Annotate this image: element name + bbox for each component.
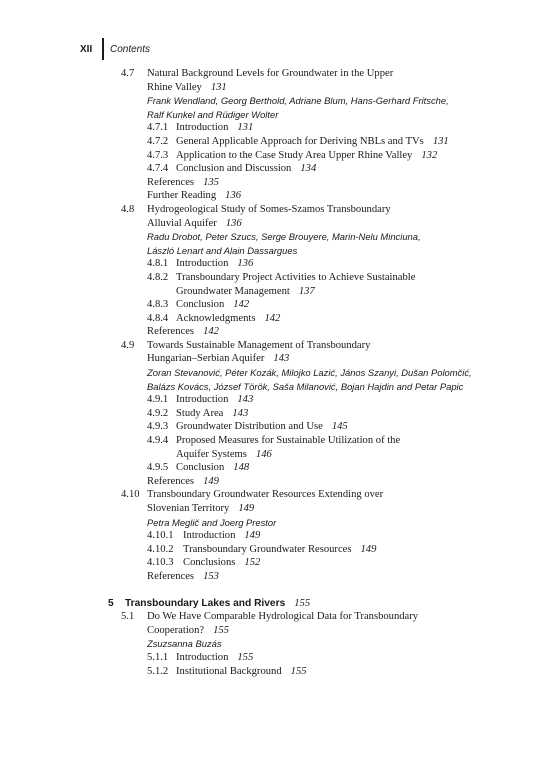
toc-references [0, 570, 544, 584]
page-ref: 142 [264, 312, 281, 324]
subsection-title: Introduction [176, 651, 229, 663]
toc-entry-4-8-cont [0, 217, 544, 231]
authors: László Lenart and Alain Dassargues [147, 244, 298, 256]
toc-subentry [0, 407, 544, 421]
page-ref: 142 [203, 326, 219, 338]
chapter-spacer [0, 584, 544, 597]
page-ref: 131 [432, 135, 449, 147]
authors: Petra Meglič and Joerg Prestor [147, 516, 277, 528]
toc-subentry [0, 271, 544, 285]
page-ref: 155 [213, 624, 229, 636]
page-ref: 136 [225, 190, 242, 202]
authors-line [0, 637, 544, 651]
toc-further-reading [0, 189, 544, 203]
page-ref: 143 [232, 407, 249, 419]
toc-references [0, 475, 544, 489]
subsection-title: Groundwater Distribution and Use [176, 421, 323, 433]
subsection-title: Introduction [183, 530, 236, 542]
chapter-title: Transboundary Lakes and Rivers [125, 597, 286, 609]
subsection-number: 4.9.2 [147, 407, 169, 419]
running-title: Contents [110, 44, 151, 55]
section-number: 4.8 [121, 203, 135, 215]
page-ref: 149 [244, 530, 261, 542]
subsection-number: 4.9.1 [147, 394, 169, 406]
page-ref: 131 [237, 122, 254, 134]
page-ref: 155 [290, 665, 307, 677]
subsection-number: 4.8.3 [147, 299, 169, 311]
section-number: 4.7 [121, 68, 135, 79]
toc-entry-5-1-cont [0, 624, 544, 638]
subsection-title: Transboundary Project Activities to Achieve Sustainable [176, 271, 416, 283]
subsection-number: 5.1.1 [147, 651, 169, 663]
toc-subentry [0, 393, 544, 407]
section-title: Natural Background Levels for Groundwater in the Upper [147, 68, 394, 79]
authors-line [0, 366, 544, 380]
subsection-number: 4.8.1 [147, 258, 169, 270]
page-ref: 136 [237, 258, 254, 270]
subsection-number: 4.7.1 [147, 122, 169, 134]
toc-subentry [0, 149, 544, 163]
subsection-title-cont: Aquifer Systems [176, 448, 247, 460]
subsection-number: 4.7.2 [147, 135, 169, 147]
toc-chapter-5 [0, 597, 544, 611]
page-ref: 134 [300, 163, 317, 175]
subsection-title: Conclusion [176, 462, 225, 474]
subsection-number: 4.9.5 [147, 462, 169, 474]
subsection-number: 4.10.2 [147, 543, 174, 555]
authors-line [0, 516, 544, 530]
toc-subentry-cont [0, 285, 544, 299]
subsection-number: 4.8.2 [147, 271, 169, 283]
toc-entry-4-9-cont [0, 352, 544, 366]
section-number: 5.1 [121, 611, 135, 623]
page-ref: 131 [210, 81, 227, 93]
subsection-title: Proposed Measures for Sustainable Utilization of the [176, 435, 401, 447]
table-of-contents [0, 67, 544, 678]
section-title: Hydrogeological Study of Somes-Szamos Transboundary [147, 203, 391, 215]
subsection-number: 4.7.4 [147, 163, 169, 175]
subsection-title: Study Area [176, 407, 224, 419]
subsection-number: 5.1.2 [147, 665, 169, 677]
toc-entry-4-8 [0, 203, 544, 217]
section-title: Transboundary Groundwater Resources Extending over [147, 489, 384, 501]
page-ref: 149 [238, 503, 255, 514]
page-ref: 143 [237, 394, 254, 406]
authors-line [0, 108, 544, 122]
section-title-cont: Rhine Valley [147, 81, 202, 93]
authors-line [0, 244, 544, 258]
section-title: Do We Have Comparable Hydrological Data for Transboundary [147, 611, 419, 623]
toc-subentry [0, 529, 544, 543]
chapter-number: 5 [108, 597, 114, 609]
subsection-number: 4.8.4 [147, 312, 169, 324]
page-ref: 152 [244, 557, 261, 569]
page-ref: 142 [233, 299, 250, 311]
toc-subentry [0, 461, 544, 475]
toc-entry-4-9 [0, 339, 544, 353]
section-number: 4.10 [121, 489, 140, 501]
subsection-number: 4.9.4 [147, 435, 169, 447]
toc-entry-4-7-cont [0, 81, 544, 95]
subsection-title: Application to the Case Study Area Upper Rhine Valley [176, 149, 413, 161]
subsection-title: Conclusion [176, 299, 225, 311]
toc-entry-4-10-cont [0, 502, 544, 516]
toc-references [0, 325, 544, 339]
page-ref: 135 [203, 176, 219, 188]
section-title-cont: Slovenian Territory [147, 503, 230, 514]
references-label: References [147, 176, 195, 188]
toc-subentry [0, 162, 544, 176]
toc-subentry [0, 556, 544, 570]
subsection-number: 4.7.3 [147, 149, 169, 161]
section-title-cont: Hungarian–Serbian Aquifer [147, 353, 265, 365]
authors: Frank Wendland, Georg Berthold, Adriane Blum, Hans-Gerhard Fritsche, [147, 95, 449, 107]
page-ref: 132 [421, 149, 438, 161]
subsection-title: General Applicable Approach for Deriving NBLs and TVs [176, 135, 424, 147]
references-label: References [147, 326, 195, 338]
subsection-title: Conclusions [183, 557, 236, 569]
authors: Zoran Stevanović, Péter Kozák, Milojko Lazić, János Szanyi, Dušan Polomčić, [147, 367, 472, 379]
subsection-number: 4.10.1 [147, 530, 174, 542]
page-ref: 143 [273, 353, 290, 365]
subsection-title: Transboundary Groundwater Resources [183, 543, 352, 555]
toc-subentry [0, 434, 544, 448]
page-ref: 136 [225, 217, 242, 229]
authors-line [0, 380, 544, 394]
page-ref: 137 [298, 285, 315, 297]
toc-references [0, 176, 544, 190]
toc-subentry [0, 420, 544, 434]
references-label: References [147, 570, 195, 582]
toc-subentry [0, 312, 544, 326]
header-divider [102, 38, 104, 60]
section-title-cont: Alluvial Aquifer [147, 217, 217, 229]
toc-entry-4-7 [0, 67, 544, 81]
toc-subentry [0, 135, 544, 149]
subsection-title: Institutional Background [176, 665, 282, 677]
page-number: XII [80, 44, 93, 55]
page-ref: 149 [360, 543, 377, 555]
toc-entry-5-1 [0, 610, 544, 624]
authors: Zsuzsanna Buzás [147, 638, 222, 650]
page-ref: 153 [203, 570, 219, 582]
toc-subentry [0, 257, 544, 271]
subsection-title: Conclusion and Discussion [176, 163, 292, 175]
page-ref: 155 [237, 651, 254, 663]
authors: Radu Drobot, Peter Szucs, Serge Brouyere, Marin-Nelu Minciuna, [147, 231, 421, 243]
authors-line [0, 230, 544, 244]
subsection-title: Introduction [176, 258, 229, 270]
section-title-cont: Cooperation? [147, 624, 205, 636]
subsection-title: Introduction [176, 122, 229, 134]
subsection-number: 4.10.3 [147, 557, 174, 569]
subsection-title: Acknowledgments [176, 312, 256, 324]
toc-subentry-cont [0, 448, 544, 462]
subsection-number: 4.9.3 [147, 421, 169, 433]
toc-subentry [0, 121, 544, 135]
page-ref: 155 [294, 597, 311, 609]
page-ref: 149 [203, 475, 219, 487]
authors: Ralf Kunkel and Rüdiger Wolter [147, 108, 279, 120]
authors: Balázs Kovács, József Török, Saša Milanović, Bojan Hajdin and Petar Papic [147, 380, 464, 392]
references-label: References [147, 475, 195, 487]
section-title: Towards Sustainable Management of Transboundary [147, 339, 371, 351]
toc-subentry [0, 651, 544, 665]
page-ref: 146 [255, 448, 272, 460]
toc-subentry [0, 543, 544, 557]
toc-entry-4-10 [0, 488, 544, 502]
further-reading-label: Further Reading [147, 190, 217, 202]
toc-subentry [0, 298, 544, 312]
page-ref: 145 [331, 421, 348, 433]
subsection-title: Introduction [176, 394, 229, 406]
toc-subentry [0, 665, 544, 679]
subsection-title-cont: Groundwater Management [176, 285, 290, 297]
section-number: 4.9 [121, 339, 135, 351]
authors-line [0, 94, 544, 108]
page-ref: 148 [233, 462, 250, 474]
